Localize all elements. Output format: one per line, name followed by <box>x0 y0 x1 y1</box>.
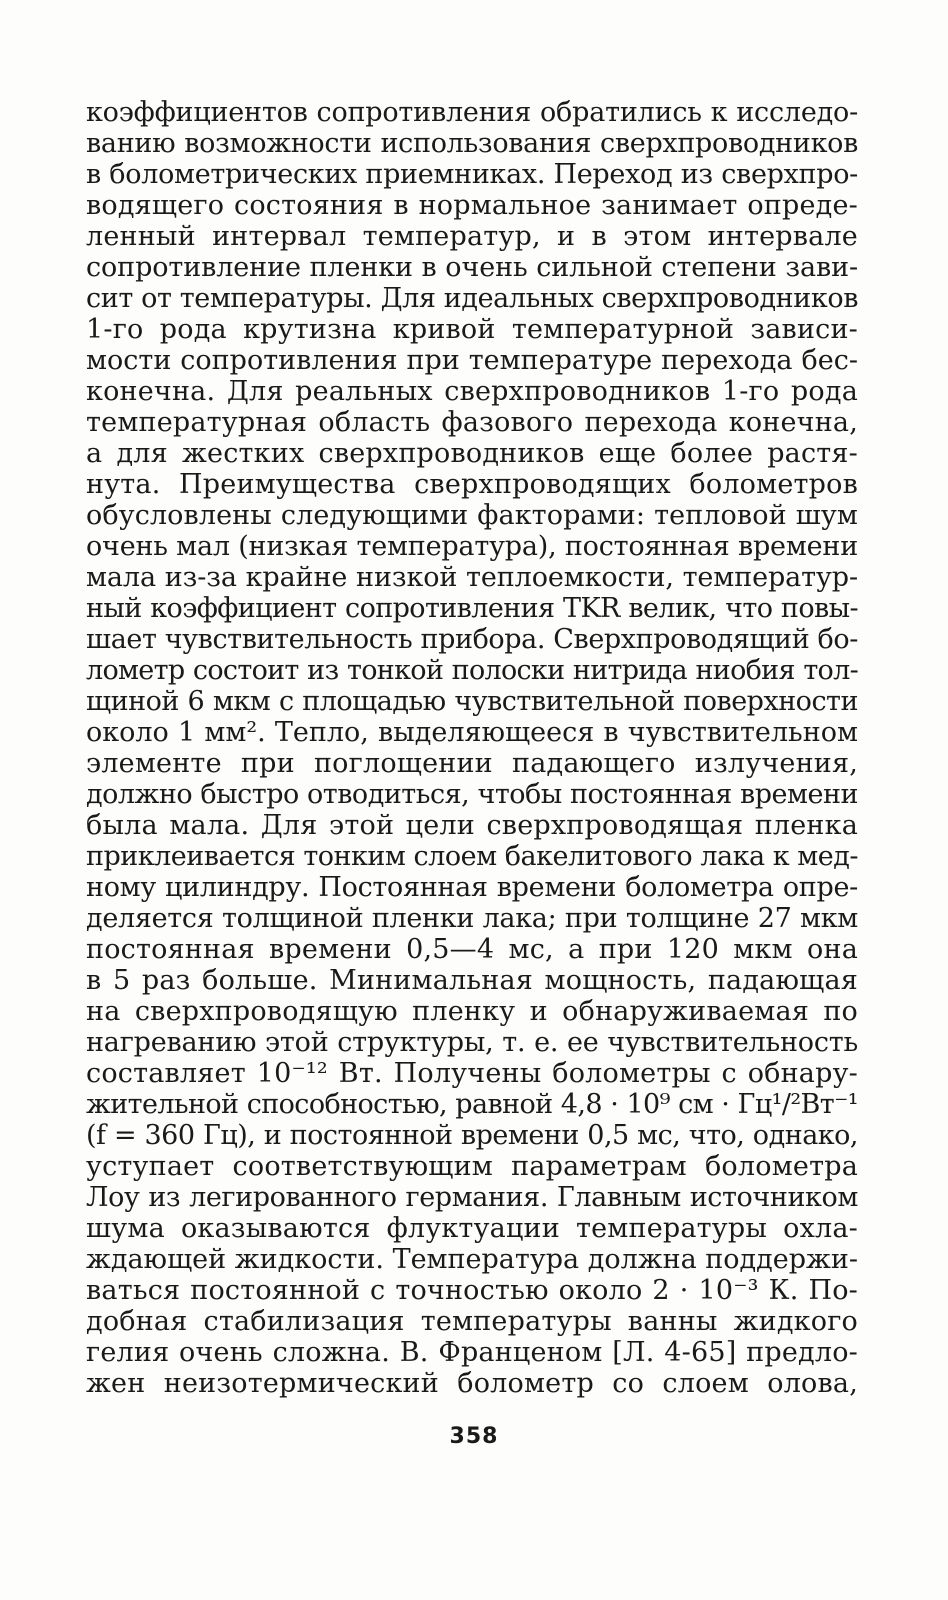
text-line: конечна. Для реальных сверхпроводников 1-го рода <box>86 376 858 407</box>
text-line: коэффициентов сопротивления обратились к исследо- <box>86 97 858 128</box>
text-line: температурная область фазового перехода конечна, <box>86 407 858 438</box>
text-line: элементе при поглощении падающего излучения, <box>86 748 858 779</box>
text-line: сопротивление пленки в очень сильной степени зави- <box>86 252 858 283</box>
text-line: лометр состоит из тонкой полоски нитрида ниобия тол- <box>86 655 858 686</box>
text-line: а для жестких сверхпроводников еще более растя- <box>86 438 858 469</box>
text-line: на сверхпроводящую пленку и обнаруживаемая по <box>86 996 858 1027</box>
text-line: (f = 360 Гц), и постоянной времени 0,5 мс, что, однако, <box>86 1120 858 1151</box>
text-line: в 5 раз больше. Минимальная мощность, падающая <box>86 965 858 996</box>
text-line: составляет 10⁻¹² Вт. Получены болометры с обнару- <box>86 1058 858 1089</box>
text-line: обусловлены следующими факторами: тепловой шум <box>86 500 858 531</box>
text-line: ный коэффициент сопротивления TKR велик, что повы- <box>86 593 858 624</box>
text-line: жен неизотермический болометр со слоем олова, <box>86 1368 858 1399</box>
text-line: шает чувствительность прибора. Сверхпроводящий бо- <box>86 624 858 655</box>
text-line: сит от температуры. Для идеальных сверхпроводников <box>86 283 858 314</box>
text-line: ждающей жидкости. Температура должна поддержи- <box>86 1244 858 1275</box>
text-line: должно быстро отводиться, чтобы постоянная времени <box>86 779 858 810</box>
text-line: в болометрических приемниках. Переход из сверхпро- <box>86 159 858 190</box>
text-line: гелия очень сложна. В. Франценом [Л. 4-65] предло- <box>86 1337 858 1368</box>
text-line: ваться постоянной с точностью около 2 · 10⁻³ К. По- <box>86 1275 858 1306</box>
text-line: 1-го рода крутизна кривой температурной зависи- <box>86 314 858 345</box>
text-line: была мала. Для этой цели сверхпроводящая пленка <box>86 810 858 841</box>
text-line: мости сопротивления при температуре перехода бес- <box>86 345 858 376</box>
text-line: нута. Преимущества сверхпроводящих болометров <box>86 469 858 500</box>
body-text <box>86 97 858 1399</box>
text-line: приклеивается тонким слоем бакелитового лака к мед- <box>86 841 858 872</box>
text-line: мала из-за крайне низкой теплоемкости, температур- <box>86 562 858 593</box>
text-line: нагреванию этой структуры, т. е. ее чувствительность <box>86 1027 858 1058</box>
text-line: деляется толщиной пленки лака; при толщине 27 мкм <box>86 903 858 934</box>
text-line: постоянная времени 0,5—4 мс, а при 120 мкм она <box>86 934 858 965</box>
text-line: добная стабилизация температуры ванны жидкого <box>86 1306 858 1337</box>
page-number: 358 <box>449 1424 499 1449</box>
text-line: щиной 6 мкм с площадью чувствительной поверхности <box>86 686 858 717</box>
text-line: Лоу из легированного германия. Главным источником <box>86 1182 858 1213</box>
text-line: ному цилиндру. Постоянная времени болометра опре- <box>86 872 858 903</box>
text-line: водящего состояния в нормальное занимает опреде- <box>86 190 858 221</box>
text-line: шума оказываются флуктуации температуры охла- <box>86 1213 858 1244</box>
text-line: жительной способностью, равной 4,8 · 10⁹ см · Гц¹/²Вт⁻¹ <box>86 1089 858 1120</box>
text-line: очень мал (низкая температура), постоянная времени <box>86 531 858 562</box>
text-line: ленный интервал температур, и в этом интервале <box>86 221 858 252</box>
text-line: ванию возможности использования сверхпроводников <box>86 128 858 159</box>
text-line: уступает соответствующим параметрам болометра <box>86 1151 858 1182</box>
text-line: около 1 мм². Тепло, выделяющееся в чувствительном <box>86 717 858 748</box>
